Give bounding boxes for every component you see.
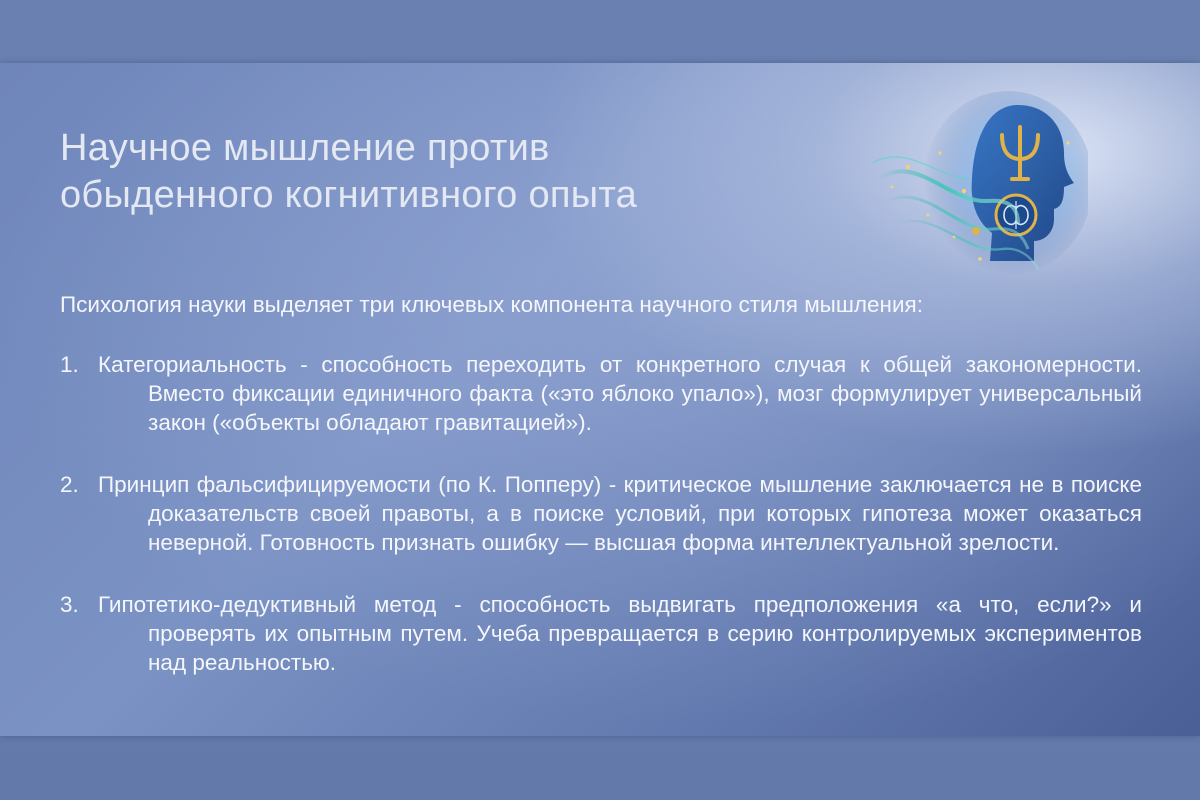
- list-item-number: 1.: [60, 352, 79, 377]
- list-item: [60, 350, 1142, 437]
- slide-title-line-1: Научное мышление против: [60, 127, 550, 169]
- list-item-text: Принцип фальсифицируемости (по К. Попперу) - критическое мышление заключается не в поиске доказательств своей правоты, а в поиске условий, при которых гипотеза может оказаться неверной. Готовность признать ошибку — высшая форма интеллектуальной зрелости.: [98, 472, 1142, 555]
- list-item-number: 2.: [60, 472, 79, 497]
- list-item-text: Категориальность - способность переходить от конкретного случая к общей закономерности. Вместо фиксации единичного факта («это яблоко упало»), мозг формулирует универсальный закон («объекты обладают гравитацией»).: [98, 352, 1142, 435]
- list-item-text: Гипотетико-дедуктивный метод - способность выдвигать предположения «а что, если?» и проверять их опытным путем. Учеба превращается в серию контролируемых экспериментов над реальностью.: [98, 592, 1142, 675]
- intro-text: Психология науки выделяет три ключевых компонента научного стиля мышления:: [60, 292, 923, 317]
- slide-body: [60, 290, 1142, 677]
- psi-head-brain-icon: [868, 83, 1088, 283]
- slide-title: [60, 125, 637, 219]
- slide-title-line-2: обыденного когнитивного опыта: [60, 174, 638, 216]
- list-item-number: 3.: [60, 592, 79, 617]
- slide: [0, 63, 1200, 736]
- list-item: [60, 590, 1142, 677]
- list-item: [60, 470, 1142, 557]
